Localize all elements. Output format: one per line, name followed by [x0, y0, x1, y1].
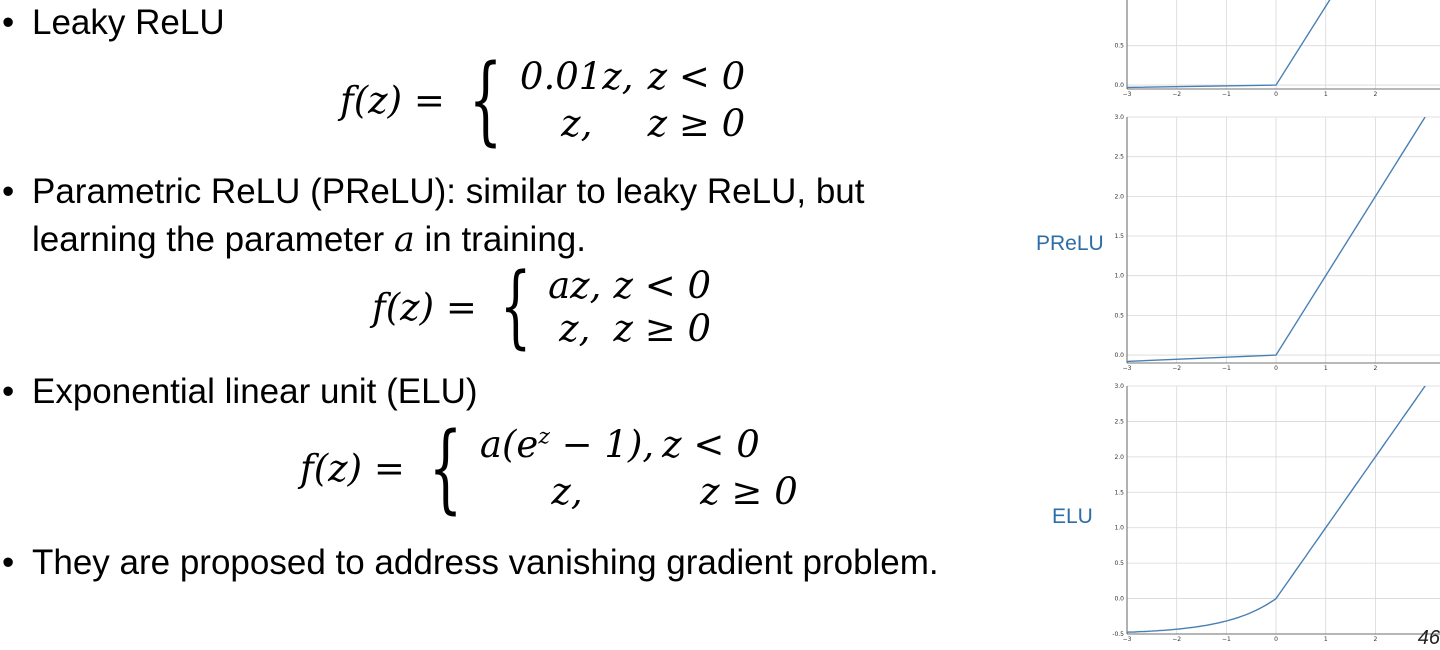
case1-cond: z < 0: [647, 55, 746, 98]
y-tick-label: 2.5: [1114, 153, 1124, 161]
cases: [520, 55, 745, 145]
prelu-plot: [1105, 112, 1440, 372]
cases: [548, 264, 711, 350]
x-tick-label: −2: [1172, 636, 1182, 643]
x-tick-label: 2: [1373, 365, 1378, 372]
bullet-dot: •: [2, 372, 15, 411]
param-a: a: [393, 220, 415, 260]
case2-cond: z ≥ 0: [647, 102, 746, 145]
bullet-leaky-relu: [0, 3, 225, 43]
bullet-text: Parametric ReLU (PReLU): similar to leaky ReLU, but: [32, 172, 865, 211]
equation-prelu: [372, 254, 711, 359]
case1-cond: z < 0: [613, 264, 711, 307]
bullet-text: Leaky ReLU: [32, 3, 225, 42]
x-tick-label: −2: [1172, 365, 1182, 372]
x-tick-label: −1: [1221, 91, 1231, 98]
x-tick-label: −3: [1122, 365, 1132, 372]
bullet-elu: [0, 372, 478, 412]
x-tick-label: 2: [1373, 636, 1378, 643]
elu-chart: [1105, 382, 1440, 649]
x-tick-label: 1: [1323, 365, 1328, 372]
bullet-dot: •: [2, 3, 15, 42]
x-tick-label: −3: [1122, 91, 1132, 98]
bullet-prelu: [0, 172, 864, 212]
page-number: 46: [1417, 627, 1440, 649]
case1-expr-tail: − 1),: [549, 423, 655, 466]
x-tick-label: 1: [1323, 636, 1328, 643]
equation-elu: [300, 412, 798, 524]
left-brace: {: [468, 44, 503, 156]
y-tick-label: 1.5: [1114, 233, 1124, 241]
y-tick-label: 3.0: [1114, 383, 1124, 390]
series-line: [1127, 382, 1440, 632]
y-tick-label: 0.0: [1114, 352, 1124, 360]
x-tick-label: 0: [1274, 636, 1278, 643]
y-tick-label: 0.5: [1114, 560, 1124, 568]
x-tick-label: 0: [1274, 365, 1278, 372]
prelu-label: PReLU: [1036, 232, 1104, 255]
equation-lhs: [372, 286, 477, 329]
left-brace: {: [428, 412, 463, 524]
elu-label: ELU: [1052, 505, 1093, 528]
y-tick-label: 2.5: [1114, 418, 1124, 426]
left-brace: {: [499, 254, 532, 359]
text-pre: learning the parameter: [32, 220, 394, 259]
case2-expr: z,: [559, 307, 591, 350]
bullet-text: They are proposed to address vanishing gradient problem.: [32, 543, 939, 582]
case1-expr: [480, 423, 654, 466]
x-tick-label: 0: [1274, 91, 1278, 98]
case2-expr: z,: [561, 102, 593, 145]
equation-lhs: [300, 447, 405, 490]
case1-expr: az,: [548, 264, 602, 307]
y-tick-label: 0.0: [1114, 595, 1124, 603]
y-tick-label: 2.0: [1114, 193, 1124, 201]
y-tick-label: 1.5: [1114, 489, 1124, 497]
arg-equals: (z) =: [313, 446, 405, 490]
y-tick-label: 0.5: [1114, 312, 1124, 320]
x-tick-label: 1: [1323, 91, 1328, 98]
x-tick-label: −3: [1122, 636, 1132, 643]
equation-lhs: [340, 79, 445, 122]
x-tick-label: −1: [1221, 365, 1231, 372]
bullet-dot: •: [2, 543, 15, 582]
bullet-dot: •: [2, 172, 15, 211]
y-tick-label: 1.0: [1114, 524, 1124, 532]
y-tick-label: 0.5: [1114, 42, 1124, 50]
y-tick-label: 0.0: [1114, 82, 1124, 90]
case1-expr-base: a(e: [479, 423, 539, 466]
y-tick-label: 1.0: [1114, 272, 1124, 280]
f-symbol: f: [340, 78, 354, 122]
case2-cond: z ≥ 0: [613, 307, 711, 350]
case1-cond: z < 0: [662, 423, 760, 466]
case1-expr: 0.01z,: [519, 55, 634, 98]
x-tick-label: −1: [1221, 636, 1231, 643]
equation-leaky: [340, 44, 746, 156]
bullet-summary: [0, 543, 939, 583]
arg-equals: (z) =: [385, 285, 477, 329]
x-tick-label: −2: [1172, 91, 1182, 98]
prelu-chart: [1105, 112, 1440, 372]
y-tick-label: 2.0: [1114, 453, 1124, 461]
f-symbol: f: [372, 285, 386, 329]
cases: [480, 423, 798, 513]
leaky-relu-chart: [1105, 0, 1440, 98]
leaky-relu-plot: [1105, 0, 1440, 98]
elu-plot: [1105, 382, 1440, 646]
f-symbol: f: [300, 446, 314, 490]
y-tick-label: 3.0: [1114, 114, 1124, 121]
bullet-text: Exponential linear unit (ELU): [32, 372, 478, 411]
x-tick-label: 2: [1373, 91, 1378, 98]
y-tick-label: -0.5: [1112, 631, 1124, 638]
text-post: in training.: [414, 220, 586, 259]
case1-exponent: z: [538, 424, 550, 450]
case2-cond: z ≥ 0: [700, 470, 798, 513]
case2-expr: z,: [551, 470, 583, 513]
arg-equals: (z) =: [353, 78, 445, 122]
